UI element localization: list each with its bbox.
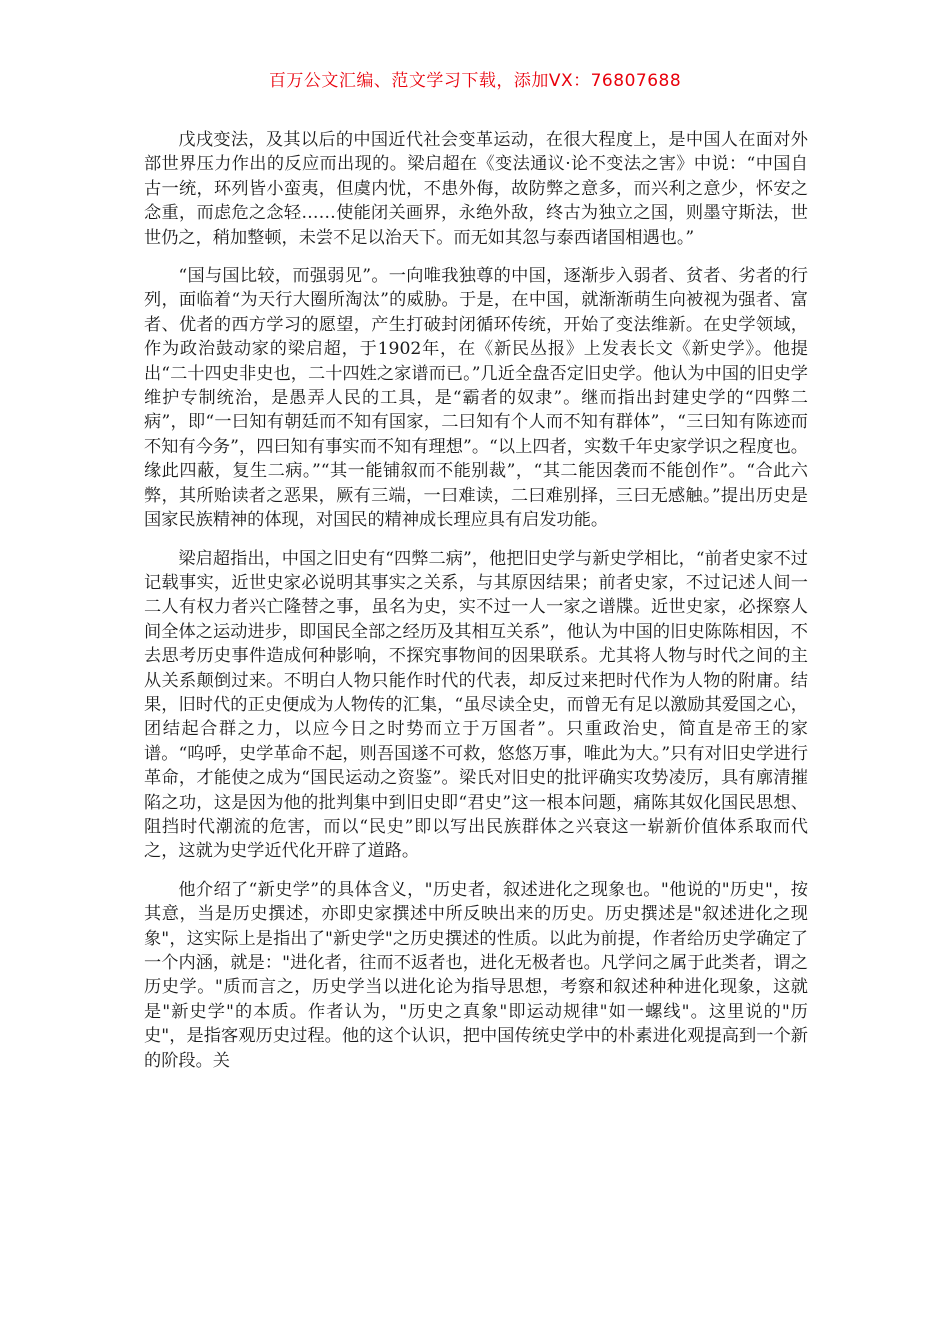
paragraph: 戊戌变法，及其以后的中国近代社会变革运动，在很大程度上，是中国人在面对外部世界压力作出的反应而出现的。梁启超在《变法通议·论不变法之害》中说：“中国自古一统，环列皆小蛮夷，但虞内忧，不患外侮，故防弊之意多，而兴利之意少，怀安之念重，而虑危之念轻……使能闭关画界，永绝外敌，终古为独立之国，则墨守斯法，世世仍之，稍加整顿，未尝不足以治天下。而无如其忽与泰西诸国相遇也。” — [144, 130, 808, 248]
paragraph: 梁启超指出，中国之旧史有“四弊二病”，他把旧史学与新史学相比，“前者史家不过记载事实，近世史家必说明其事实之关系，与其原因结果；前者史家，不过记述人间一二人有权力者兴亡隆替之事，虽名为史，实不过一人一家之谱牒。近世史家，必探察人间全体之运动进步，即国民全部之经历及其相互关系”，他认为中国的旧史陈陈相因，不去思考历史事件造成何种影响，不探究事物间的因果联系。尤其将人物与时代之间的主从关系颠倒过来。不明白人物只能作时代的代表，却反过来把时代作为人物的附庸。结果，旧时代的正史便成为人物传的汇集，“虽尽读全史，而曾无有足以激励其爱国之心，团结起合群之力，以应今日之时势而立于万国者”。只重政治史，简直是帝王的家谱。“呜呼，史学革命不起，则吾国遂不可救，悠悠万事，唯此为大。”只有对旧史学进行革命，才能使之成为“国民运动之资鉴”。梁氏对旧史的批评确实攻势凌厉，具有廓清摧陷之功，这是因为他的批判集中到旧史即“君史”这一根本问题，痛陈其奴化国民思想、阻挡时代潮流的危害，而以“民史”即以写出民族群体之兴衰这一崭新价值体系取而代之，这就为史学近代化开辟了道路。 — [144, 548, 808, 862]
paragraph: 他介绍了“新史学”的具体含义，"历史者，叙述进化之现象也。"他说的"历史"，按其意，当是历史撰述，亦即史家撰述中所反映出来的历史。历史撰述是"叙述进化之现象"，这实际上是指出了"新史学"之历史撰述的性质。以此为前提，作者给历史学确定了一个内涵，就是："进化者，往而不返者也，进化无极者也。凡学问之属于此类者，谓之历史学。"质而言之，历史学当以进化论为指导思想，考察和叙述种种进化现象，这就是"新史学"的本质。作者认为，"历史之真象"即运动规律"如一螺线"。这里说的"历史"，是指客观历史过程。他的这个认识，把中国传统史学中的朴素进化观提高到一个新的阶段。关 — [144, 879, 808, 1071]
article-body — [144, 128, 808, 1087]
header-banner: 百万公文汇编、范文学习下载，添加VX：76807688 — [268, 71, 682, 91]
paragraph: “国与国比较，而强弱见”。一向唯我独尊的中国，逐渐步入弱者、贫者、劣者的行列，面临着“为天行大圈所淘汰”的威胁。于是，在中国，就渐渐萌生向被视为强者、富者、优者的西方学习的愿望，产生打破封闭循环传统，开始了变法维新。在史学领域，作为政治鼓动家的梁启超，于1902年，在《新民丛报》上发表长文《新史学》。他提出“二十四史非史也，二十四姓之家谱而已。”几近全盘否定旧史学。他认为中国的旧史学维护专制统治，是愚弄人民的工具，是“霸者的奴隶”。继而指出封建史学的“四弊二病”，即“一曰知有朝廷而不知有国家，二曰知有个人而不知有群体”，“三曰知有陈迹而不知有今务”，四曰知有事实而不知有理想”。“以上四者，实数千年史家学识之程度也。缘此四蔽，复生二病。”“其一能铺叙而不能别裁”，“其二能因袭而不能创作”。“合此六弊，其所贻读者之恶果，厥有三端，一曰难读，二曰难别择，三曰无感触。”提出历史是国家民族精神的体现，对国民的精神成长理应具有启发功能。 — [144, 266, 808, 531]
